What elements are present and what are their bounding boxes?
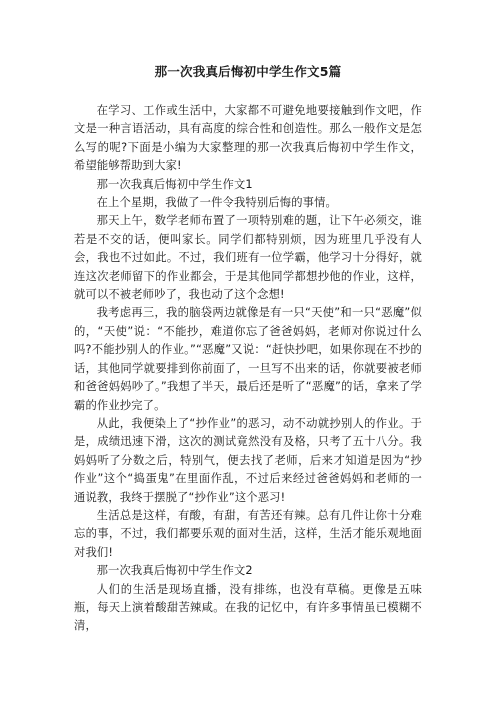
body-paragraph: 我考虑再三，我的脑袋两边就像是有一只“天使”和一只“恶魔”似的，“天使”说：“不能抄，难道你忘了爸爸妈妈，老师对你说过什么吗?不能抄别人的作业。”“恶魔”又说：“赶快抄吧，如果你现在不抄的话，其他同学就要排到你前面了，一旦写不出来的话，你就要被老师和爸爸妈妈吵了。”我想了半天，最后还是听了“恶魔”的话，拿来了学霸的作业抄完了。: [74, 306, 422, 412]
body-paragraph: 从此，我便染上了“抄作业”的恶习，动不动就抄别人的作业。于是，成绩迅速下滑，这次的测试竟然没有及格，只考了五十八分。我妈妈听了分数之后，特别气，便去找了老师，后来才知道是因为“抄作业”这个“捣蛋鬼”在里面作乱，不过后来经过爸爸妈妈和老师的一通说教，我终于摆脱了“抄作业”这个恶习!: [74, 416, 422, 504]
essay-1-heading: 那一次我真后悔初中学生作文1: [96, 177, 253, 191]
body-paragraph: 人们的生活是现场直播，没有排练，也没有草稿。更像是五味瓶，每天上演着酸甜苦辣咸。在我的记忆中，有许多事情虽已模糊不清，: [74, 582, 422, 633]
essay-2-heading: 那一次我真后悔初中学生作文2: [96, 564, 253, 578]
document-title: 那一次我真后悔初中学生作文5篇: [154, 64, 342, 79]
intro-paragraph: 在学习、工作或生活中，大家都不可避免地要接触到作文吧，作文是一种言语活动，具有高度的综合性和创造性。那么一般作文是怎么写的呢?下面是小编为大家整理的那一次我真后悔初中学生作文，希望能够帮助到大家!: [74, 104, 422, 173]
body-paragraph: 那天上午，数学老师布置了一项特别难的题，让下午必须交，谁若是不交的话，便叫家长。同学们都特别烦，因为班里几乎没有人会，我也不过如此。不过，我们班有一位学霸，他学习十分得好，就连这次老师留下的作业都会，于是其他同学都想抄他的作业，这样，就可以不被老师吵了，我也动了这个念想!: [74, 214, 422, 302]
body-paragraph: 生活总是这样，有酸，有甜，有苦还有辣。总有几件让你十分难忘的事，不过，我们都要乐观的面对生活，这样，生活才能乐观地面对我们!: [74, 508, 422, 559]
body-paragraph: 在上个星期，我做了一件令我特别后悔的事情。: [96, 196, 337, 210]
